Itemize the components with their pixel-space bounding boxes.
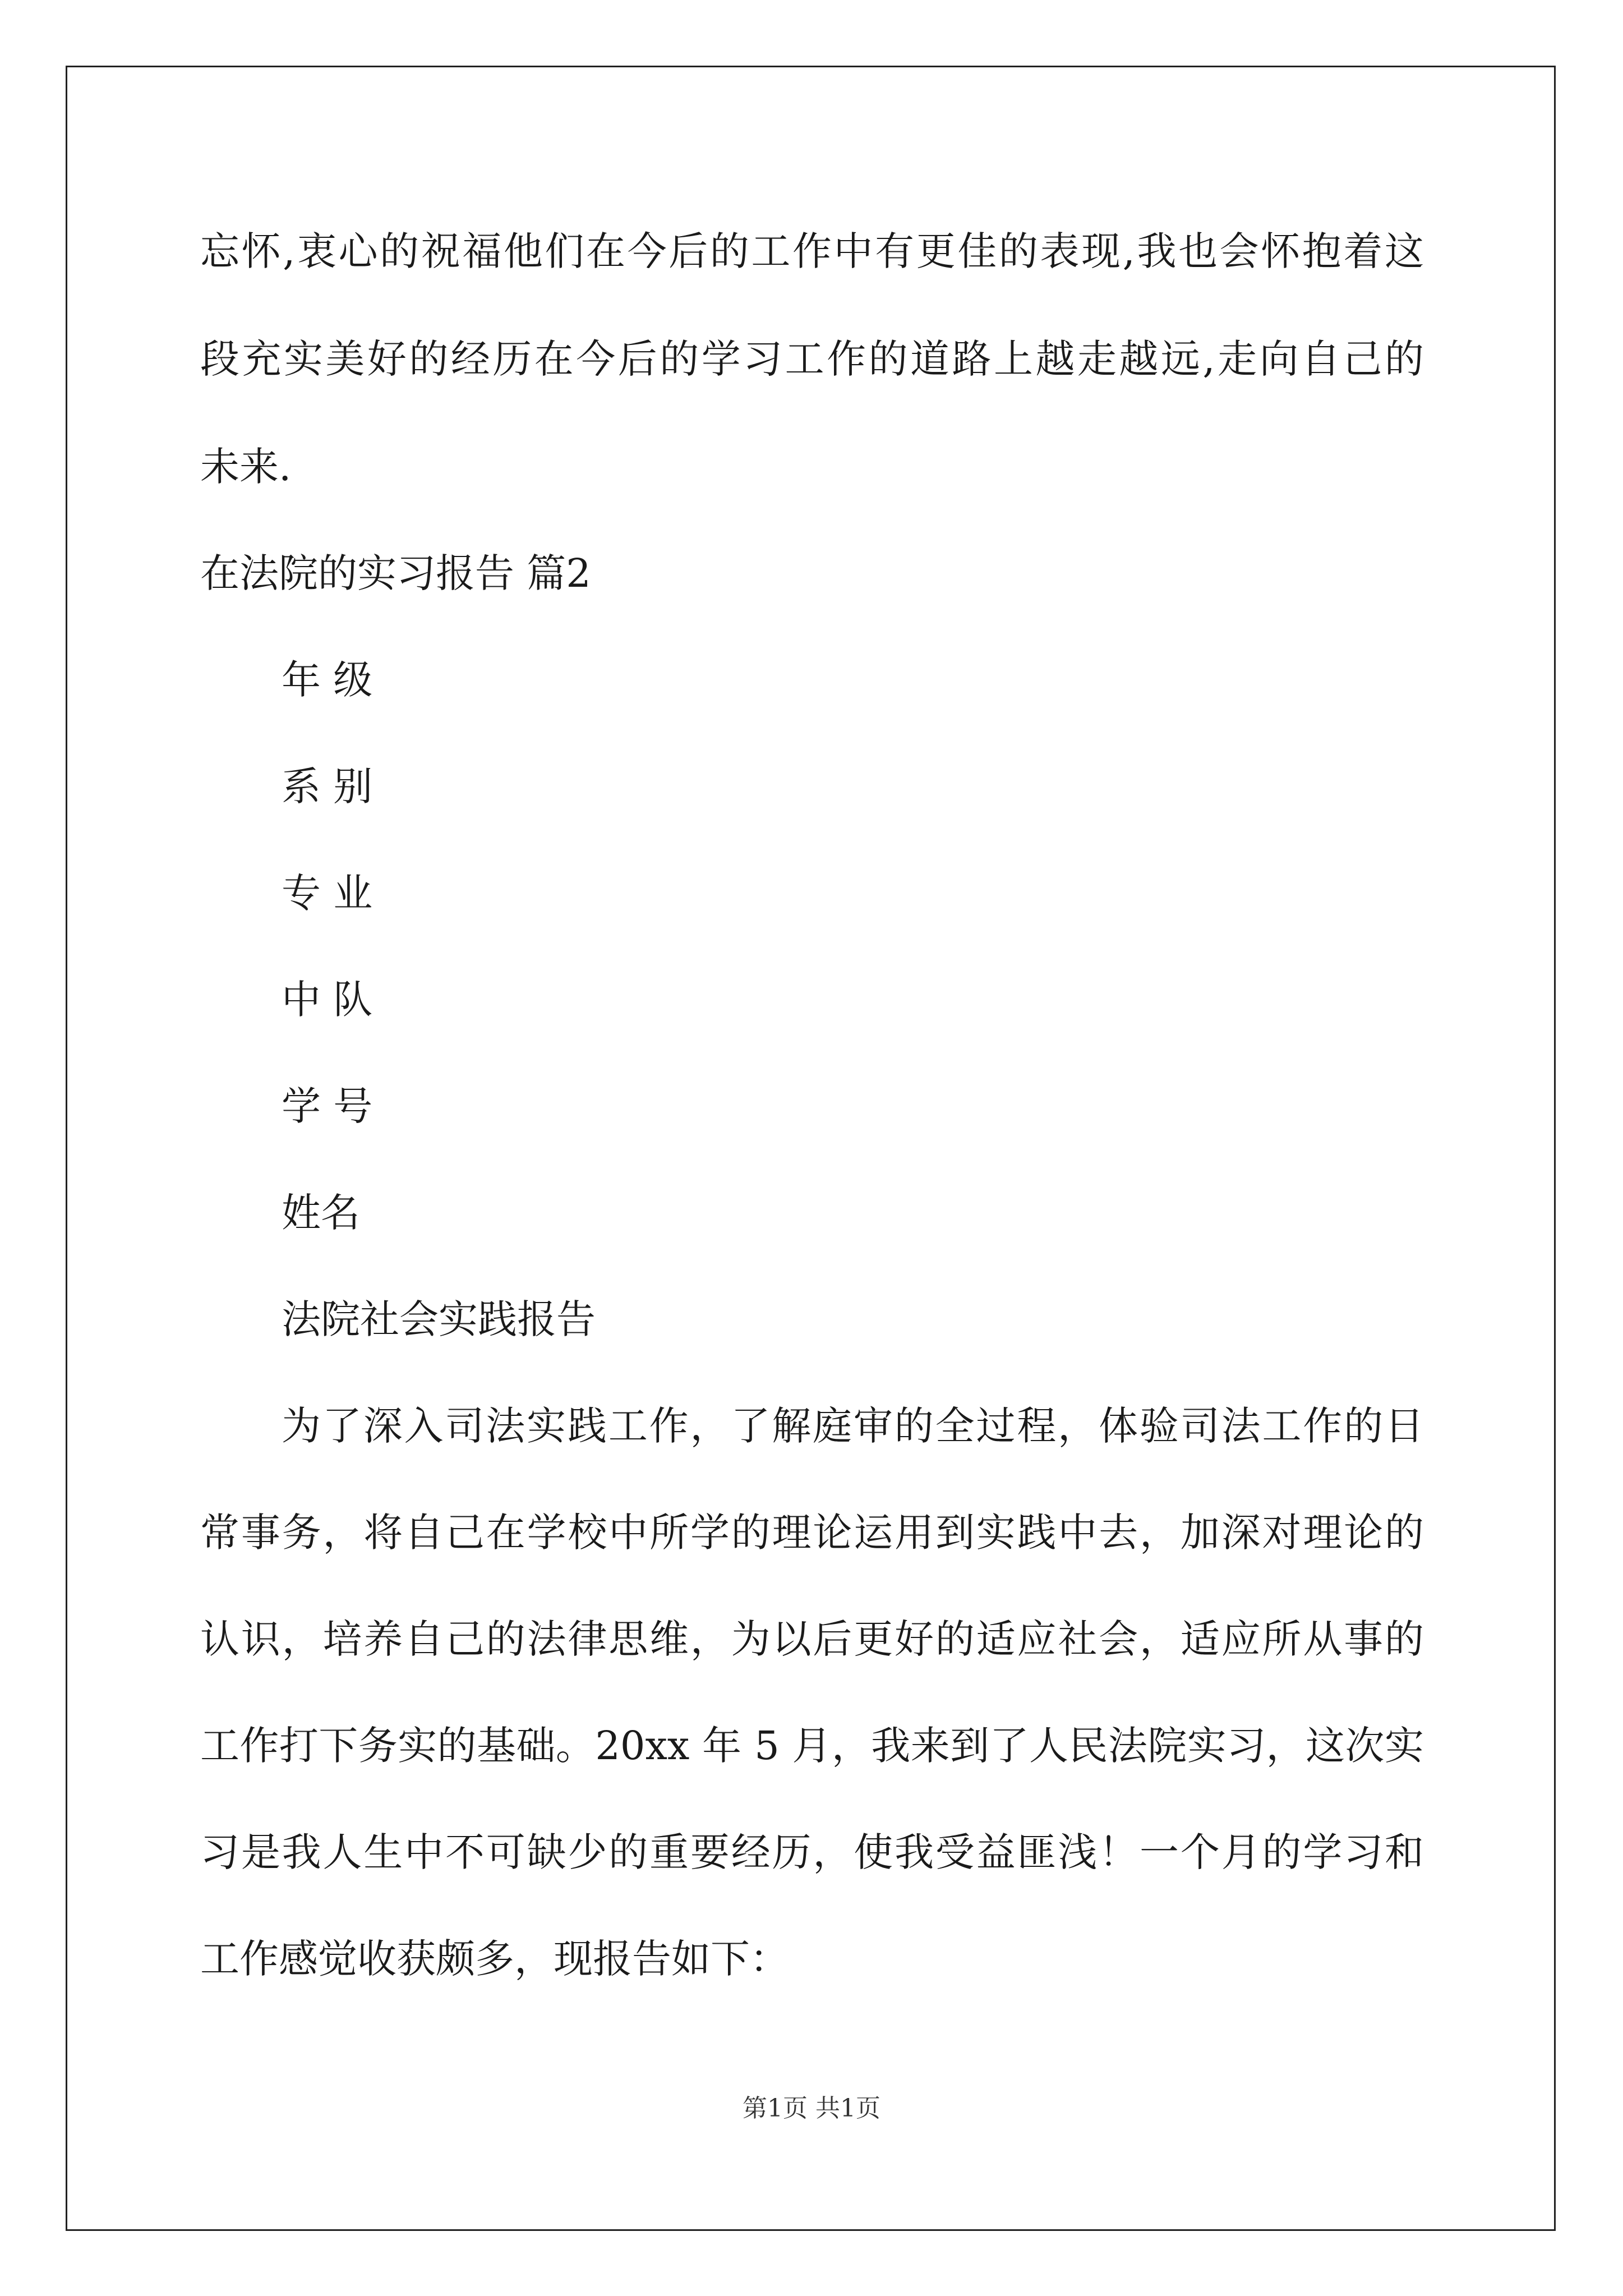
field-grade: 年 级: [282, 657, 373, 703]
paragraph-2-line-6: 工作感觉收获颇多，现报告如下：: [200, 1936, 789, 1982]
paragraph-2-line-4: 工作打下务实的基础。20xx 年 5 月，我来到了人民法院实习，这次实: [200, 1723, 1424, 1769]
paragraph-1-line-1: 忘怀,衷心的祝福他们在今后的工作中有更佳的表现,我也会怀抱着这: [200, 228, 1424, 274]
field-department: 系 别: [282, 763, 373, 809]
field-student-id: 学 号: [282, 1083, 373, 1129]
report-title: 法院社会实践报告: [282, 1296, 596, 1342]
paragraph-2-line-2: 常事务，将自己在学校中所学的理论运用到实践中去，加深对理论的: [200, 1510, 1424, 1556]
field-major: 专 业: [282, 870, 373, 916]
paragraph-2-line-1: 为了深入司法实践工作，了解庭审的全过程，体验司法工作的日: [282, 1403, 1424, 1449]
paragraph-1-line-2: 段充实美好的经历在今后的学习工作的道路上越走越远,走向自己的: [200, 336, 1424, 382]
page-footer: 第1页 共1页: [743, 2094, 880, 2123]
section-title: 在法院的实习报告 篇2: [200, 550, 591, 596]
paragraph-2-line-3: 认识，培养自己的法律思维，为以后更好的适应社会，适应所从事的: [200, 1616, 1424, 1662]
paragraph-1-line-3: 未来.: [200, 444, 292, 490]
page-border: [66, 66, 1556, 2231]
field-name: 姓名: [282, 1190, 360, 1236]
paragraph-2-line-5: 习是我人生中不可缺少的重要经历，使我受益匪浅！一个月的学习和: [200, 1829, 1424, 1875]
field-squad: 中 队: [282, 977, 373, 1023]
